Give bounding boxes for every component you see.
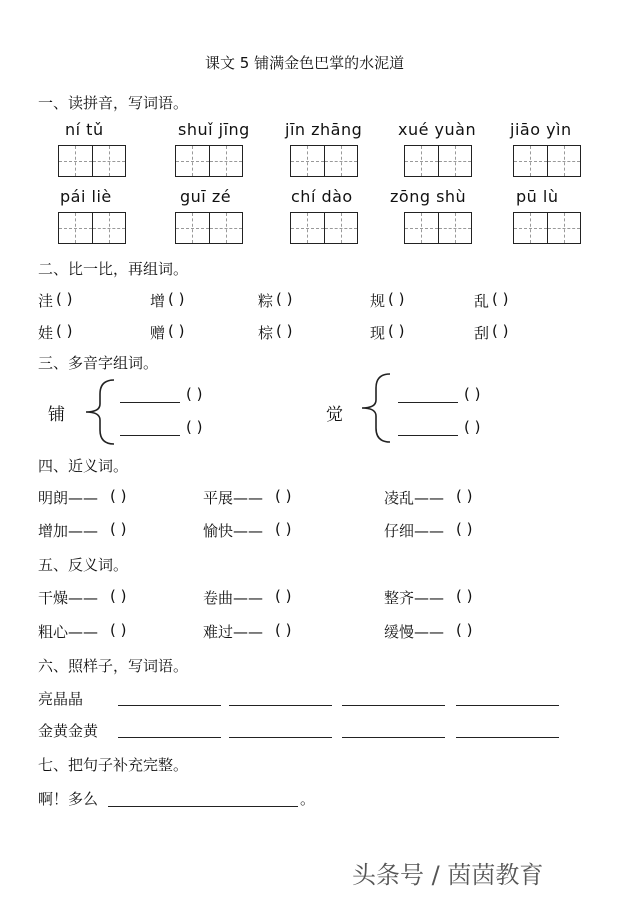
answer-paren[interactable]: ( ) xyxy=(456,487,473,505)
answer-paren[interactable]: ( ) xyxy=(110,587,127,605)
writing-grid[interactable] xyxy=(290,212,358,244)
word-label: 增加—— xyxy=(38,522,99,540)
answer-paren[interactable]: ( ) xyxy=(388,290,405,308)
word-label: 平展—— xyxy=(203,489,264,507)
answer-paren[interactable]: ( ) xyxy=(464,385,481,403)
answer-line[interactable] xyxy=(118,737,221,738)
answer-paren[interactable]: ( ) xyxy=(275,520,292,538)
section-7-heading: 七、把句子补充完整。 xyxy=(38,756,189,774)
section-6-heading: 六、照样子，写词语。 xyxy=(38,657,189,675)
char-label: 增 xyxy=(150,292,166,310)
answer-paren[interactable]: ( ) xyxy=(492,322,509,340)
word-label: 整齐—— xyxy=(384,589,445,607)
sentence-prefix: 啊！多么 xyxy=(38,790,99,808)
char-label: 洼 xyxy=(38,292,54,310)
answer-line[interactable] xyxy=(120,402,180,403)
answer-paren[interactable]: ( ) xyxy=(276,290,293,308)
pinyin-label: pái liè xyxy=(60,187,112,206)
answer-paren[interactable]: ( ) xyxy=(56,290,73,308)
char-label: 棕 xyxy=(258,324,274,342)
answer-line[interactable] xyxy=(456,705,559,706)
section-1-heading: 一、读拼音，写词语。 xyxy=(38,94,189,112)
writing-grid[interactable] xyxy=(290,145,358,177)
answer-line[interactable] xyxy=(229,705,332,706)
writing-grid[interactable] xyxy=(513,145,581,177)
writing-grid[interactable] xyxy=(175,212,243,244)
example-word: 金黄金黄 xyxy=(38,722,99,740)
answer-paren[interactable]: ( ) xyxy=(168,290,185,308)
example-word: 亮晶晶 xyxy=(38,690,84,708)
pinyin-label: jīn zhāng xyxy=(285,120,363,139)
answer-paren[interactable]: ( ) xyxy=(110,520,127,538)
char-label: 乱 xyxy=(474,292,490,310)
word-label: 粗心—— xyxy=(38,623,99,641)
polyphone-char: 觉 xyxy=(326,405,343,425)
section-2-heading: 二、比一比，再组词。 xyxy=(38,260,189,278)
char-label: 刮 xyxy=(474,324,490,342)
answer-paren[interactable]: ( ) xyxy=(110,621,127,639)
word-label: 愉快—— xyxy=(203,522,264,540)
answer-paren[interactable]: ( ) xyxy=(388,322,405,340)
answer-paren[interactable]: ( ) xyxy=(456,621,473,639)
answer-paren[interactable]: ( ) xyxy=(275,587,292,605)
answer-line[interactable] xyxy=(229,737,332,738)
left-brace xyxy=(82,378,118,446)
char-label: 娃 xyxy=(38,324,54,342)
writing-grid[interactable] xyxy=(175,145,243,177)
answer-line[interactable] xyxy=(342,705,445,706)
pinyin-label: zōng shù xyxy=(390,187,467,206)
word-label: 卷曲—— xyxy=(203,589,264,607)
writing-grid[interactable] xyxy=(404,145,472,177)
char-label: 规 xyxy=(370,292,386,310)
answer-paren[interactable]: ( ) xyxy=(275,621,292,639)
answer-line[interactable] xyxy=(120,435,180,436)
answer-line[interactable] xyxy=(108,806,298,807)
polyphone-char: 铺 xyxy=(48,405,65,425)
answer-paren[interactable]: ( ) xyxy=(275,487,292,505)
section-3-heading: 三、多音字组词。 xyxy=(38,354,159,372)
word-label: 难过—— xyxy=(203,623,264,641)
pinyin-label: pū lù xyxy=(516,187,559,206)
answer-line[interactable] xyxy=(398,402,458,403)
answer-paren[interactable]: ( ) xyxy=(186,418,203,436)
char-label: 赠 xyxy=(150,324,166,342)
writing-grid[interactable] xyxy=(58,212,126,244)
answer-line[interactable] xyxy=(342,737,445,738)
answer-line[interactable] xyxy=(398,435,458,436)
section-4-heading: 四、近义词。 xyxy=(38,457,129,475)
pinyin-label: shuǐ jīng xyxy=(178,120,250,139)
answer-paren[interactable]: ( ) xyxy=(186,385,203,403)
answer-paren[interactable]: ( ) xyxy=(492,290,509,308)
pinyin-label: guī zé xyxy=(180,187,232,206)
pinyin-label: xué yuàn xyxy=(398,120,477,139)
writing-grid[interactable] xyxy=(404,212,472,244)
writing-grid[interactable] xyxy=(58,145,126,177)
word-label: 凌乱—— xyxy=(384,489,445,507)
answer-paren[interactable]: ( ) xyxy=(168,322,185,340)
answer-paren[interactable]: ( ) xyxy=(464,418,481,436)
word-label: 缓慢—— xyxy=(384,623,445,641)
watermark-text: 头条号 / 茵茵教育 xyxy=(352,861,544,889)
answer-paren[interactable]: ( ) xyxy=(110,487,127,505)
section-5-heading: 五、反义词。 xyxy=(38,556,129,574)
pinyin-label: chí dào xyxy=(291,187,353,206)
pinyin-label: jiāo yìn xyxy=(510,120,572,139)
answer-line[interactable] xyxy=(118,705,221,706)
pinyin-label: ní tǔ xyxy=(65,120,104,139)
char-label: 现 xyxy=(370,324,386,342)
char-label: 粽 xyxy=(258,292,274,310)
word-label: 干燥—— xyxy=(38,589,99,607)
answer-paren[interactable]: ( ) xyxy=(456,587,473,605)
left-brace xyxy=(358,372,394,444)
answer-paren[interactable]: ( ) xyxy=(276,322,293,340)
sentence-suffix: 。 xyxy=(300,790,316,808)
word-label: 仔细—— xyxy=(384,522,445,540)
writing-grid[interactable] xyxy=(513,212,581,244)
page-title: 课文 5 铺满金色巴掌的水泥道 xyxy=(205,54,405,72)
word-label: 明朗—— xyxy=(38,489,99,507)
answer-paren[interactable]: ( ) xyxy=(456,520,473,538)
answer-paren[interactable]: ( ) xyxy=(56,322,73,340)
answer-line[interactable] xyxy=(456,737,559,738)
